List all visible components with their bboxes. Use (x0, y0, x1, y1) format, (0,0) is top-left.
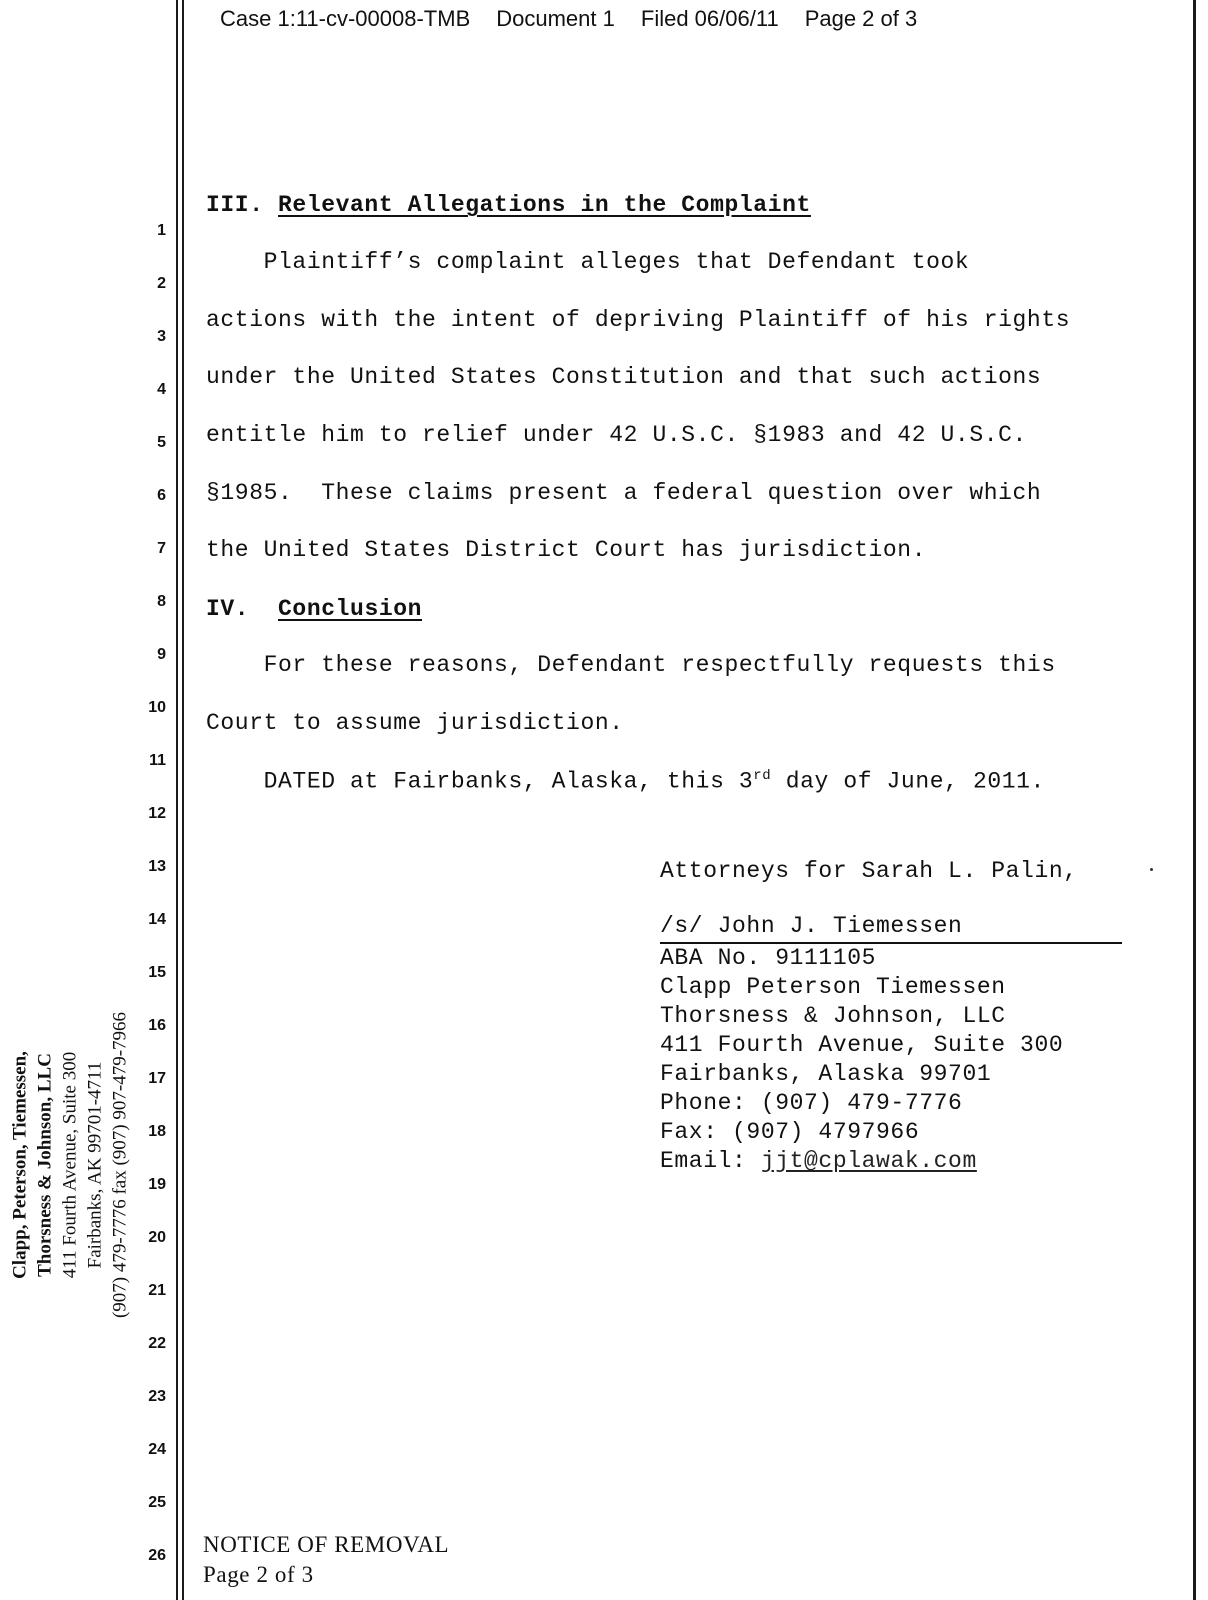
document-number: Document 1 (496, 6, 615, 31)
section-3-heading (206, 192, 811, 218)
body-line: actions with the intent of depriving Plaintiff of his rights (206, 307, 1071, 333)
fax-number: Fax: (907) 4797966 (660, 1119, 920, 1145)
line-number: 12 (148, 805, 166, 822)
footer-title: NOTICE OF REMOVAL (203, 1532, 450, 1557)
dated-suffix: day of June, 2011. (771, 768, 1045, 795)
line-number: 6 (157, 487, 166, 504)
email-link[interactable]: jjt@cplawak.com (760, 1148, 977, 1174)
sidebar-city: Fairbanks, AK 99701-4711 (84, 1061, 106, 1269)
line-number: 21 (148, 1282, 166, 1299)
footer-page: Page 2 of 3 (203, 1562, 314, 1587)
body-line: Plaintiff’s complaint alleges that Defendant took (206, 249, 970, 275)
firm-sidebar (0, 1000, 140, 1330)
line-number: 18 (148, 1123, 166, 1140)
line-number: 8 (157, 593, 166, 610)
dated-superscript: rd (753, 768, 772, 784)
body-line: For these reasons, Defendant respectfully requests this (206, 652, 1056, 678)
email-line (660, 1147, 977, 1176)
section-3-title: Relevant Allegations in the Complaint (278, 192, 811, 218)
line-number: 10 (148, 699, 166, 716)
line-number: 24 (148, 1441, 166, 1458)
section-4-title: Conclusion (278, 596, 423, 622)
section-3-number: III. (206, 192, 264, 218)
dated-line (206, 768, 1045, 795)
line-number: 16 (148, 1017, 166, 1034)
filed-date: Filed 06/06/11 (640, 6, 779, 31)
body-line: under the United States Constitution and that such actions (206, 364, 1042, 390)
line-number: 17 (148, 1070, 166, 1087)
signature-line (660, 913, 1122, 944)
firm-name-line-2: Thorsness & Johnson, LLC (660, 1003, 1006, 1029)
header-page: Page 2 of 3 (804, 6, 918, 31)
line-number: 23 (148, 1388, 166, 1405)
line-number: 3 (157, 328, 166, 345)
dated-prefix: DATED at Fairbanks, Alaska, this 3 (206, 768, 754, 795)
firm-sidebar-text (8, 1012, 133, 1318)
line-number: 11 (149, 752, 166, 769)
sidebar-firm-line-1: Clapp, Peterson, Tiemessen, (9, 1051, 31, 1279)
line-number: 20 (148, 1229, 166, 1246)
phone-number: Phone: (907) 479-7776 (660, 1090, 963, 1116)
line-number: 14 (148, 911, 166, 928)
body-line: entitle him to relief under 42 U.S.C. §1983 and 42 U.S.C. (206, 422, 1027, 448)
body-line: the United States District Court has jurisdiction. (206, 537, 927, 563)
line-number: 9 (157, 646, 166, 663)
email-label: Email: (660, 1148, 761, 1174)
sidebar-phone-fax: (907) 479-7776 fax (907) 907-479-7966 (109, 1011, 131, 1319)
right-margin-rule (1193, 0, 1196, 1600)
line-number: 26 (148, 1547, 166, 1564)
left-margin-rule (176, 0, 178, 1600)
line-number: 15 (148, 964, 166, 981)
city-state-zip: Fairbanks, Alaska 99701 (660, 1061, 992, 1087)
sidebar-street: 411 Fourth Avenue, Suite 300 (59, 1051, 81, 1279)
line-number: 7 (157, 540, 166, 557)
line-number: 4 (157, 381, 166, 398)
line-number: 5 (157, 434, 166, 451)
line-number: 13 (148, 858, 166, 875)
line-number: 2 (157, 275, 166, 292)
line-number: 1 (157, 222, 166, 239)
section-4-heading (206, 596, 422, 622)
line-number: 19 (148, 1176, 166, 1193)
aba-number: ABA No. 9111105 (660, 945, 877, 971)
case-header (220, 6, 917, 32)
sidebar-firm-line-2: Thorsness & Johnson, LLC (34, 1053, 56, 1277)
case-number: Case 1:11-cv-00008-TMB (220, 6, 471, 31)
body-line: Court to assume jurisdiction. (206, 710, 624, 736)
body-line: §1985. These claims present a federal question over which (206, 480, 1042, 506)
line-number: 22 (148, 1335, 166, 1352)
left-margin-rule-inner (182, 0, 184, 1600)
page-footer (203, 1530, 449, 1590)
stray-mark (1150, 868, 1153, 871)
attorneys-for: Attorneys for Sarah L. Palin, (660, 858, 1078, 884)
street-address: 411 Fourth Avenue, Suite 300 (660, 1032, 1064, 1058)
line-number: 25 (148, 1494, 166, 1511)
section-4-number: IV. (206, 596, 250, 622)
electronic-signature: /s/ John J. Tiemessen (660, 913, 963, 939)
firm-name-line-1: Clapp Peterson Tiemessen (660, 974, 1006, 1000)
